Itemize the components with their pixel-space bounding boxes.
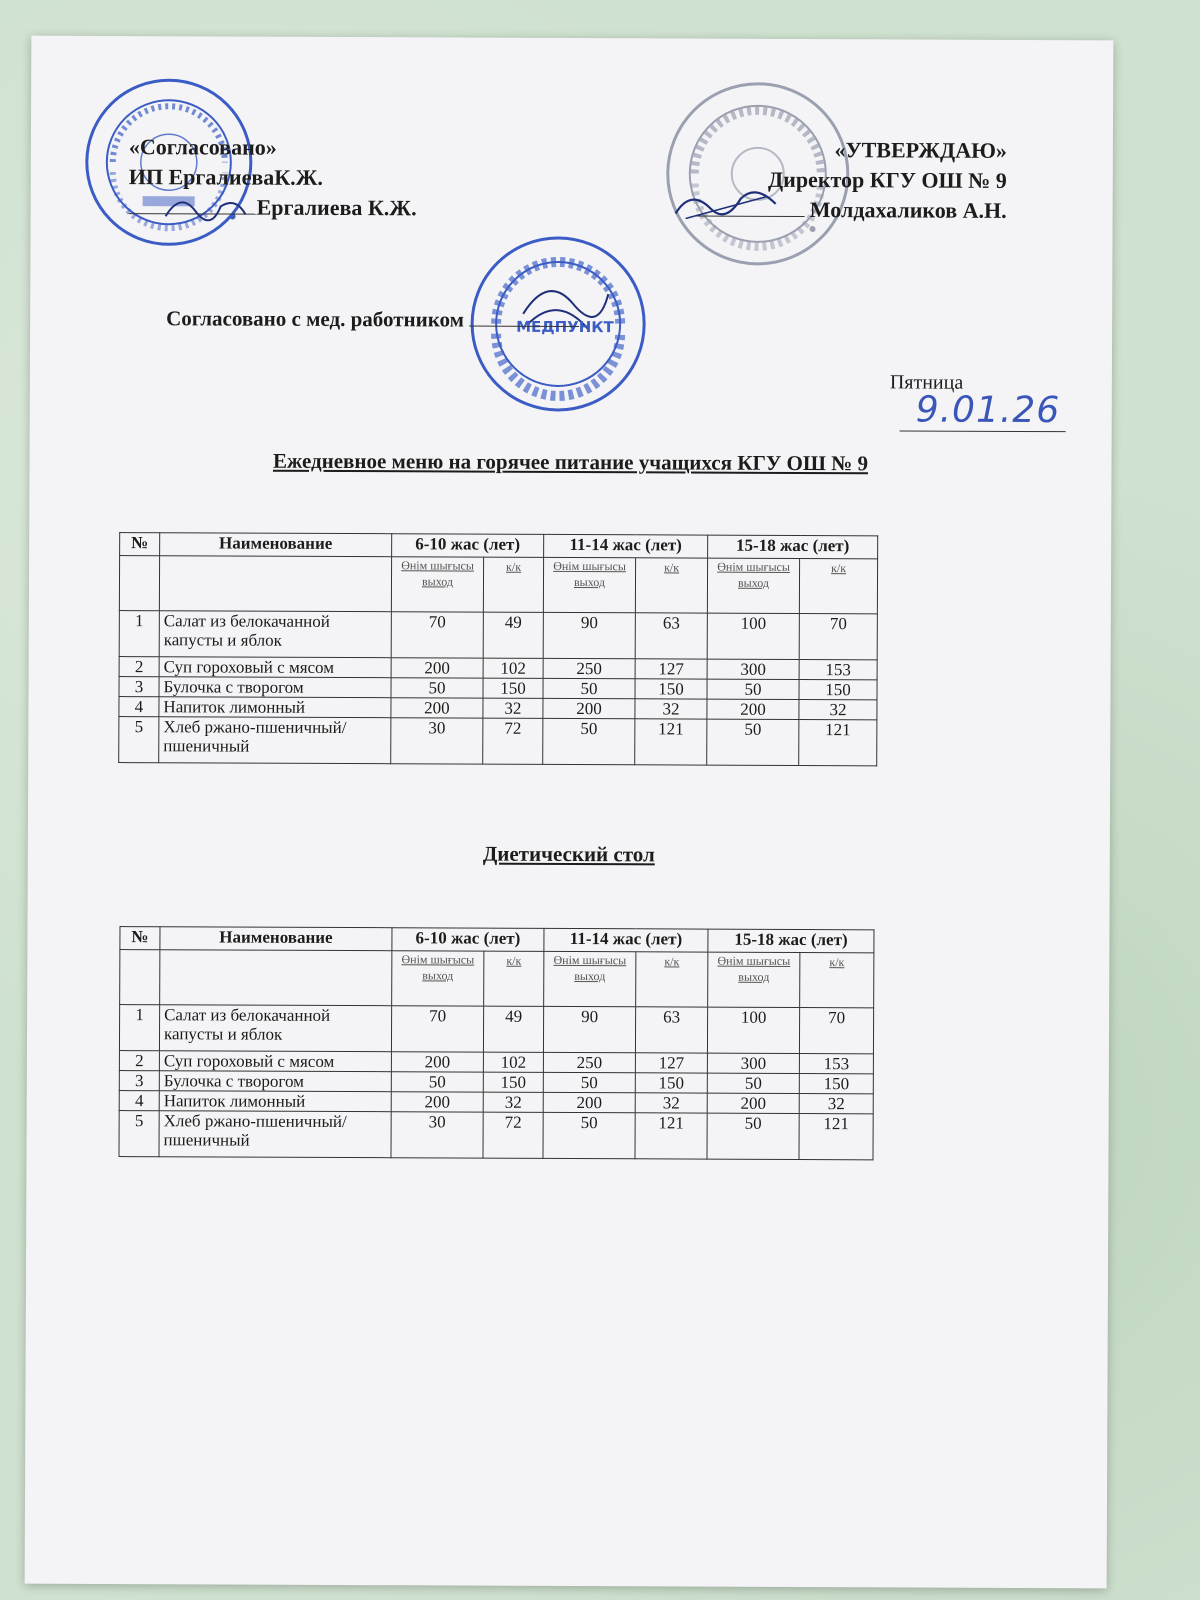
center-stamp-inner-label: МЕДПУНКТ xyxy=(516,317,614,337)
sub-output-label: Өнім шығысы выход xyxy=(392,951,484,1006)
left-signature xyxy=(161,186,251,226)
table-row: 1 Салат из белокачанной капусты и яблок 70 49 90 63 100 70 xyxy=(119,1005,873,1054)
daily-menu-table xyxy=(118,532,878,766)
sub-kk-label: к/к xyxy=(484,951,544,1006)
handwritten-date: 9.01.26 xyxy=(900,389,1067,432)
table-row: 3 Булочка с творогом 50 150 50 150 50 150 xyxy=(119,1071,873,1094)
col-age-6-10-header: 6-10 жас (лет) xyxy=(392,928,544,952)
table-row: 1 Салат из белокачанной капусты и яблок 70 49 90 63 100 70 xyxy=(119,611,877,660)
col-age-11-14-header: 11-14 жас (лет) xyxy=(544,534,708,558)
table-row: 5 Хлеб ржано-пшеничный/пшеничный 30 72 50 121 50 121 xyxy=(119,717,877,766)
table-row: 2 Суп гороховый с мясом 200 102 250 127 300 153 xyxy=(119,657,877,680)
right-signature xyxy=(671,178,781,228)
sub-kk-label: к/к xyxy=(483,557,543,612)
document-page xyxy=(25,36,1114,1589)
right-approval-position: Директор КГУ ОШ № 9 xyxy=(767,166,1007,193)
weekday: Пятница xyxy=(889,371,964,394)
med-worker-signature-line xyxy=(469,326,579,327)
table-subheader-row xyxy=(119,556,877,614)
diet-table-title: Диетический стол xyxy=(482,841,655,867)
sub-kk-label: к/к xyxy=(800,953,874,1008)
table-row: 5 Хлеб ржано-пшеничный/пшеничный 30 72 50 121 50 121 xyxy=(119,1111,873,1160)
table-row: 3 Булочка с творогом 50 150 50 150 50 150 xyxy=(119,677,877,700)
col-name-header: Наименование xyxy=(160,533,392,557)
sub-output-label: Өнім шығысы выход xyxy=(391,557,483,612)
med-worker-label: Согласовано с мед. работником xyxy=(166,306,465,332)
col-number-header: № xyxy=(120,927,160,950)
daily-menu-title: Ежедневное меню на горячее питание учащихся КГУ ОШ № 9 xyxy=(272,448,869,476)
sub-output-label: Өнім шығысы выход xyxy=(543,557,635,612)
med-worker-approval xyxy=(166,306,579,333)
sub-output-label: Өнім шығысы выход xyxy=(708,952,800,1007)
col-age-15-18-header: 15-18 жас (лет) xyxy=(708,535,878,559)
col-age-15-18-header: 15-18 жас (лет) xyxy=(708,929,874,953)
sub-kk-label: к/к xyxy=(636,952,708,1007)
col-name-header: Наименование xyxy=(160,927,392,951)
diet-menu-table xyxy=(118,926,874,1160)
left-approval-heading: «Согласовано» xyxy=(128,134,277,160)
right-approval-name: Молдахаликов А.Н. xyxy=(809,197,1007,223)
sub-kk-label: к/к xyxy=(635,558,707,613)
table-row: 2 Суп гороховый с мясом 200 102 250 127 300 153 xyxy=(119,1051,873,1074)
table-header-row xyxy=(120,927,874,953)
left-approval-name: Ергалиева К.Ж. xyxy=(256,194,417,221)
sub-output-label: Өнім шығысы выход xyxy=(707,558,799,613)
table-row: 4 Напиток лимонный 200 32 200 32 200 32 xyxy=(119,1091,873,1114)
right-approval-heading: «УТВЕРЖДАЮ» xyxy=(834,137,1007,163)
col-age-11-14-header: 11-14 жас (лет) xyxy=(544,928,708,952)
sub-output-label: Өнім шығысы выход xyxy=(544,951,636,1006)
table-row: 4 Напиток лимонный 200 32 200 32 200 32 xyxy=(119,697,877,720)
table-subheader-row xyxy=(120,950,874,1008)
table-header-row xyxy=(120,533,878,559)
col-number-header: № xyxy=(120,533,160,556)
left-approval-org: ИП ЕргалиеваК.Ж. xyxy=(128,164,324,190)
sub-kk-label: к/к xyxy=(799,559,877,614)
col-age-6-10-header: 6-10 жас (лет) xyxy=(392,534,544,558)
